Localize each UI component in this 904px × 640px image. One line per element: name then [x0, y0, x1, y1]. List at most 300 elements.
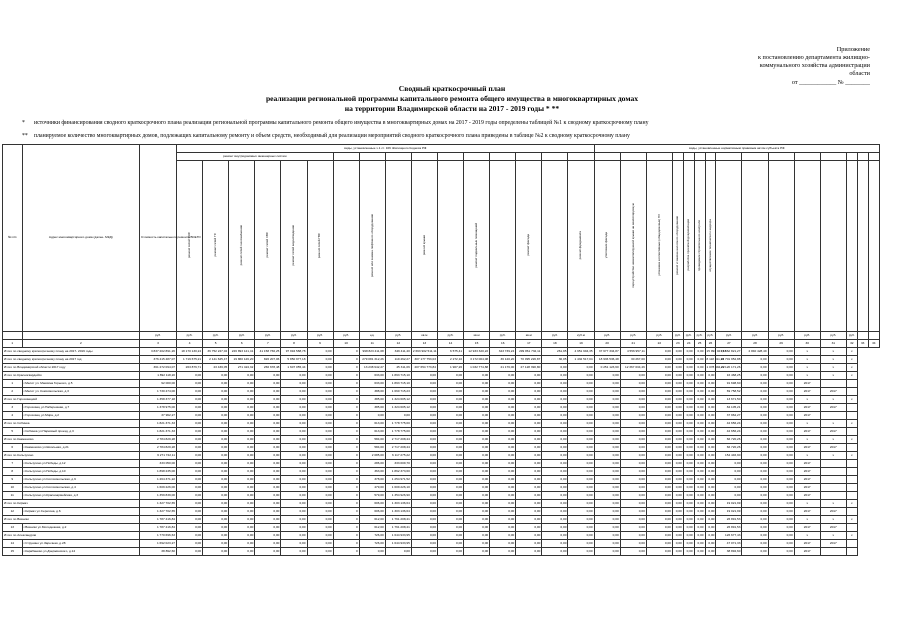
row-label: Итого по Гороховецкий	[3, 396, 140, 404]
row-value: 0,00	[255, 412, 281, 420]
row-value: 0,00	[672, 396, 683, 404]
header-blank	[646, 153, 672, 161]
row-value: 0,00	[646, 404, 672, 412]
row-value: 0,00	[768, 404, 794, 412]
row-value: 0,00	[646, 500, 672, 508]
row-value: 0,00	[568, 516, 594, 524]
row-value: 0,00	[203, 532, 229, 540]
row-value: 0,00	[768, 476, 794, 484]
row-value: х	[846, 420, 857, 428]
row-value: 0,00	[694, 364, 705, 372]
row-value: 0,00	[516, 500, 542, 508]
row-value: 37 962,27	[140, 412, 177, 420]
row-value: 0,00	[281, 420, 307, 428]
row-value: 0,00	[620, 508, 646, 516]
row-value: 0,00	[229, 420, 255, 428]
row-value	[846, 492, 857, 500]
row-value: 0,00	[568, 452, 594, 460]
unit-cell: руб.	[281, 332, 307, 340]
header-blank	[742, 153, 768, 161]
unit-cell	[22, 332, 139, 340]
row-value: 0,00	[516, 404, 542, 412]
row-number: 10	[3, 484, 23, 492]
column-number-cell: 15	[464, 340, 490, 348]
header-blank	[568, 153, 594, 161]
unit-cell	[3, 332, 23, 340]
table-row	[3, 428, 880, 436]
row-value: 26 891,53	[716, 524, 742, 532]
header-vertical-cell	[333, 161, 359, 332]
row-value: 0,00	[307, 500, 333, 508]
row-value: 0,00	[229, 460, 255, 468]
row-value: 0,00	[203, 468, 229, 476]
row-value: 0,00	[229, 380, 255, 388]
row-value: 0,00	[672, 364, 683, 372]
row-value: 0,00	[490, 412, 516, 420]
column-number-cell: 5	[203, 340, 229, 348]
row-value: х	[794, 516, 820, 524]
row-value: 66 720,26	[716, 436, 742, 444]
row-value: 1 359 839,00	[140, 492, 177, 500]
row-value: 0,00	[203, 452, 229, 460]
row-value: 0,00	[464, 540, 490, 548]
row-value: 2 717 208,44	[385, 444, 411, 452]
table-row	[3, 492, 880, 500]
table-row	[3, 460, 880, 468]
row-value: 0,00	[768, 396, 794, 404]
header-vertical-cell	[229, 161, 255, 332]
row-value: 0,00	[281, 460, 307, 468]
row-value: 0,00	[281, 492, 307, 500]
row-value: 18 170 130,24	[177, 348, 203, 356]
row-value: х	[794, 396, 820, 404]
row-value	[846, 388, 857, 396]
row-value: 1 327 702,65	[140, 500, 177, 508]
row-value: 1 862 373,60	[385, 468, 411, 476]
row-value: х	[820, 372, 846, 380]
row-value: 0,00	[490, 532, 516, 540]
row-address: г.Струнино ул.Заречная, д.28	[22, 540, 139, 548]
row-value: 0,00	[203, 396, 229, 404]
row-value: 0,00	[229, 500, 255, 508]
row-value: 261,95	[542, 348, 568, 356]
row-value: 0,00	[594, 428, 620, 436]
row-value: 0,00	[437, 428, 463, 436]
row-value: 0,00	[683, 404, 694, 412]
row-value: х	[820, 356, 846, 364]
row-value: 0,00	[464, 396, 490, 404]
row-value: 0,00	[281, 500, 307, 508]
row-value: 92 000,00	[140, 380, 177, 388]
row-value: 1 893 715,10	[385, 372, 411, 380]
row-value: 376 415 487,07	[140, 356, 177, 364]
row-value: 826 207,06	[255, 356, 281, 364]
row-value	[820, 460, 846, 468]
row-value: 0,00	[672, 388, 683, 396]
header-vertical-label: ремонт сетей ТС	[212, 233, 217, 257]
row-value: 42 656,24	[716, 428, 742, 436]
row-value: 0,00	[742, 436, 768, 444]
appendix-line: Приложение	[836, 46, 870, 53]
row-value: 0,00	[411, 412, 437, 420]
row-value: 1 787 416,84	[140, 516, 177, 524]
row-value: 0,00	[542, 364, 568, 372]
row-value: 0,00	[646, 508, 672, 516]
row-value: 606,00	[359, 508, 385, 516]
row-value: 0,00	[437, 404, 463, 412]
unit-cell: руб.	[794, 332, 820, 340]
unit-cell: кв.м	[464, 332, 490, 340]
row-value: 36,05	[542, 356, 568, 364]
row-value: 0,00	[768, 500, 794, 508]
row-value: 0,00	[594, 412, 620, 420]
row-value: 0,00	[683, 388, 694, 396]
row-value: 126 677,43	[716, 532, 742, 540]
row-value: 0,00	[768, 420, 794, 428]
row-value: 385,00	[359, 404, 385, 412]
row-value: 0,00	[437, 476, 463, 484]
row-value: 0,00	[683, 524, 694, 532]
row-value: 0	[333, 428, 359, 436]
row-value: 0,00	[203, 380, 229, 388]
column-number-cell: 3	[140, 340, 177, 348]
column-number-cell: 13	[411, 340, 437, 348]
header-vertical-cell	[672, 161, 683, 332]
header-vertical-cell	[437, 161, 463, 332]
row-value: 0,00	[281, 388, 307, 396]
row-label: Итого по Вязники	[3, 516, 140, 524]
row-value: 0,00	[542, 396, 568, 404]
row-value: 0,00	[490, 540, 516, 548]
row-value: 0,00	[203, 492, 229, 500]
row-value: 0,00	[683, 420, 694, 428]
row-value: 0,00	[683, 396, 694, 404]
row-value: 0,00	[620, 500, 646, 508]
row-value: 0,00	[568, 388, 594, 396]
header-address: Адрес многоквартирного дома (далее- МКД)	[22, 145, 139, 332]
table-row	[3, 548, 880, 556]
row-value: 0,00	[464, 492, 490, 500]
row-value: 363,00	[359, 468, 385, 476]
row-value: 0,00	[437, 396, 463, 404]
row-value: 0,00	[464, 452, 490, 460]
row-value: 0,00	[768, 364, 794, 372]
row-value: 726,00	[359, 540, 385, 548]
row-value: 0,00	[307, 548, 333, 556]
row-value: 0,00	[307, 348, 333, 356]
row-value: 0,00	[672, 492, 683, 500]
row-value: 0,00	[620, 372, 646, 380]
row-value: 0,00	[437, 524, 463, 532]
unit-cell: руб.	[385, 332, 411, 340]
row-value: х	[846, 364, 857, 372]
row-value: 6 271 722,11	[140, 452, 177, 460]
row-value: 84 105,21	[716, 404, 742, 412]
row-value: 0,00	[255, 524, 281, 532]
row-value: 0,00	[768, 356, 794, 364]
row-value: 0,00	[620, 524, 646, 532]
row-value: 0,00	[594, 372, 620, 380]
row-value: 2017	[794, 492, 820, 500]
row-value: 388,00	[359, 388, 385, 396]
row-value: 0,00	[307, 460, 333, 468]
row-value: 613,00	[359, 428, 385, 436]
row-value: 0,00	[672, 444, 683, 452]
row-value: 1 892 118,20	[140, 372, 177, 380]
row-value: 36 120,20	[490, 356, 516, 364]
row-value: 998 823 411,08	[359, 348, 385, 356]
document-title: Сводный краткосрочный план	[398, 84, 506, 93]
row-value: х	[846, 500, 857, 508]
column-number-cell: 12	[385, 340, 411, 348]
header-blank	[359, 153, 385, 161]
table-group-row	[3, 348, 880, 356]
row-value: 0,00	[359, 548, 385, 556]
row-value: 0,00	[594, 548, 620, 556]
row-value: 1 898 235,00	[140, 468, 177, 476]
header-blank	[516, 153, 542, 161]
row-value: 1 692 023,27	[140, 540, 177, 548]
row-value: 0,00	[437, 372, 463, 380]
row-value: 0,00	[437, 420, 463, 428]
row-value: 0,00	[281, 428, 307, 436]
row-value: 0	[333, 468, 359, 476]
row-value: 2017	[820, 524, 846, 532]
row-value: 2017	[794, 540, 820, 548]
row-value: 0,00	[594, 396, 620, 404]
row-value: 0	[333, 476, 359, 484]
row-value: 23 436,05	[203, 364, 229, 372]
row-value: 0,00	[437, 516, 463, 524]
row-value: 0,00	[411, 468, 437, 476]
row-value: х	[820, 436, 846, 444]
row-value: 0,00	[542, 468, 568, 476]
row-value: 0,00	[694, 516, 705, 524]
row-number: 15	[3, 548, 23, 556]
row-number: 11	[3, 492, 23, 500]
row-value: 0,00	[768, 348, 794, 356]
header-vertical-label: переустройство невентилируемой крыши на вентилируемую	[630, 202, 635, 288]
row-value: 0,00	[464, 388, 490, 396]
row-value: 0,00	[255, 476, 281, 484]
units-row	[3, 332, 880, 340]
row-value: 0,00	[705, 444, 716, 452]
row-value: 378,00	[359, 476, 385, 484]
header-vertical-label: проведение строительного контроля	[696, 219, 701, 271]
row-value: 0,00	[672, 436, 683, 444]
unit-cell: руб.	[742, 332, 768, 340]
row-value: 0,00	[694, 404, 705, 412]
row-value: 1 609 226,10	[385, 484, 411, 492]
row-value: 0,00	[307, 396, 333, 404]
row-value: 0,00	[620, 428, 646, 436]
row-address: г.Мелит ул. Максима Горького, д.5	[22, 380, 139, 388]
row-value: 0,00	[542, 484, 568, 492]
row-value: 2 784 829,28	[140, 444, 177, 452]
row-value: 0,00	[464, 372, 490, 380]
footnote-planned	[22, 133, 882, 140]
footnote-mark: *	[22, 120, 25, 126]
row-value: 0,00	[177, 476, 203, 484]
row-value: 0,00	[672, 540, 683, 548]
unit-cell: руб.	[333, 332, 359, 340]
header-blank	[820, 153, 846, 161]
row-value: 0,00	[694, 484, 705, 492]
row-value: 0,00	[281, 516, 307, 524]
row-value: 0,00	[742, 364, 768, 372]
row-value: 0,00	[437, 492, 463, 500]
table-row	[3, 444, 880, 452]
row-value: 271 424,32	[229, 364, 255, 372]
row-value: 0,00	[307, 516, 333, 524]
column-number-cell: 8	[281, 340, 307, 348]
row-address: г.Карабаново ул.Дзержинского, д.14	[22, 548, 139, 556]
row-value: 1 078 994,22	[705, 364, 716, 372]
header-row	[3, 145, 880, 153]
row-value: 333 009,70	[385, 460, 411, 468]
row-value: 0,00	[229, 516, 255, 524]
row-value: 0,00	[568, 412, 594, 420]
row-value: 0	[333, 524, 359, 532]
row-value: 0,00	[281, 436, 307, 444]
row-value: 0,00	[516, 444, 542, 452]
row-address: г.Мелит ул. Комсомольская, д.3	[22, 388, 139, 396]
unit-cell: руб.	[768, 332, 794, 340]
row-value: 0,00	[307, 444, 333, 452]
header-vertical-cell	[594, 161, 620, 332]
unit-cell: кв.м	[411, 332, 437, 340]
row-value: 0,00	[768, 532, 794, 540]
row-value: 0,00	[742, 532, 768, 540]
row-value: 0,00	[203, 412, 229, 420]
row-value: 2017	[794, 476, 820, 484]
row-number: 2	[3, 388, 23, 396]
unit-cell: руб.	[177, 332, 203, 340]
row-value: 0,00	[672, 348, 683, 356]
row-value: 0,00	[646, 388, 672, 396]
row-value: 0,00	[490, 516, 516, 524]
row-value: 0,00	[705, 388, 716, 396]
footnote-text: планируемое количество многоквартирных домов, подлежащих капитальному ремонту и объем средств, необходимый для реализации мероприятий сводного краткосрочного плана приведены в таблице №2 к сводному краткосрочному плану	[34, 133, 630, 139]
row-label: Итого по Камешково	[3, 436, 140, 444]
row-value: 1 264 371,22	[140, 476, 177, 484]
row-value: 36 752 227,02	[203, 348, 229, 356]
row-value: 0,00	[229, 436, 255, 444]
row-value: 0,00	[177, 436, 203, 444]
row-value: 0,00	[281, 484, 307, 492]
row-value: 0,00	[411, 500, 437, 508]
header-vertical-label: разработка проектной документации	[686, 219, 690, 271]
footnote-text: источники финансирования сводного краткосрочного плана реализации региональной программы капитального ремонта общего имущества в многоквартирных домах на 2017 - 2019 годы определены таблицей №1 к сводному краткосрочному плану	[34, 120, 649, 126]
row-value: 0,00	[411, 484, 437, 492]
row-value: 0,00	[516, 468, 542, 476]
row-address: г.Собинка ул.Парковый проезд, д.3	[22, 428, 139, 436]
row-address: г.Киржач ул.Серегина, д.6	[22, 508, 139, 516]
row-value: 0,00	[694, 380, 705, 388]
row-value: 0,00	[672, 476, 683, 484]
row-value: 0,00	[516, 492, 542, 500]
row-value: х	[794, 372, 820, 380]
unit-cell: руб.	[716, 332, 742, 340]
row-value: 0,00	[694, 460, 705, 468]
row-value: 0	[333, 516, 359, 524]
row-value: 0,00	[177, 540, 203, 548]
unit-cell: руб.	[620, 332, 646, 340]
row-label: Итого по сводному краткосрочному плану на 2017 год	[3, 356, 140, 364]
row-value: 6 575,41	[437, 348, 463, 356]
header-cost: Стоимость капитального ремонта ВСЕГО	[140, 145, 177, 332]
row-value: 2017	[820, 508, 846, 516]
row-value: 0,00	[411, 548, 437, 556]
row-value: 0,00	[705, 396, 716, 404]
row-value: 0,00	[672, 468, 683, 476]
row-address: г.Кольчугино ул.Comсомольская, д.4	[22, 484, 139, 492]
column-number-cell: 2	[22, 340, 139, 348]
row-value	[846, 540, 857, 548]
row-value: 0,00	[411, 460, 437, 468]
row-value: 0,00	[620, 420, 646, 428]
row-value: 0,00	[307, 428, 333, 436]
header-vertical-cell	[490, 161, 516, 332]
row-value: 0,00	[516, 484, 542, 492]
table-group-row	[3, 500, 880, 508]
row-value: 0,00	[307, 468, 333, 476]
header-vertical-label: ремонт крыши	[421, 235, 426, 256]
header-blank	[464, 153, 490, 161]
row-value: 286,00	[359, 460, 385, 468]
row-value: 38 892,60	[716, 548, 742, 556]
row-value: 0,00	[768, 468, 794, 476]
row-value: 0,00	[255, 484, 281, 492]
header-blank	[705, 153, 716, 161]
row-value: 1 893 715,10	[385, 380, 411, 388]
row-value: 0,00	[620, 436, 646, 444]
row-value: х	[846, 396, 857, 404]
table-row	[3, 380, 880, 388]
row-value: 0,00	[542, 460, 568, 468]
row-value: 0,00	[620, 468, 646, 476]
row-value: 0,00	[646, 524, 672, 532]
row-value: 0,00	[177, 404, 203, 412]
row-value: 0,00	[683, 540, 694, 548]
column-number-cell: 17	[516, 340, 542, 348]
unit-cell: руб.	[203, 332, 229, 340]
row-value: 0,00	[464, 500, 490, 508]
row-value: 613,00	[359, 420, 385, 428]
row-value: х	[846, 372, 857, 380]
header-vertical-label: ремонт и замена насосного оборудования	[675, 215, 680, 275]
row-value: 0,00	[768, 516, 794, 524]
row-value: 1 358 377,18	[140, 396, 177, 404]
document-subtitle-region: на территории Владимирской области на 2017 - 2019 годы * **	[344, 104, 560, 113]
row-value: 0,00	[620, 548, 646, 556]
row-value: 0,00	[594, 500, 620, 508]
row-value: 0,00	[203, 428, 229, 436]
row-value: 0,00	[281, 404, 307, 412]
row-value: 0,00	[255, 444, 281, 452]
column-number-cell: 14	[437, 340, 463, 348]
row-value: 0,00	[683, 548, 694, 556]
column-number-cell: 34	[868, 340, 879, 348]
table-row	[3, 476, 880, 484]
row-value: х	[794, 356, 820, 364]
row-value: 333 050,00	[140, 460, 177, 468]
row-value: 0,00	[768, 540, 794, 548]
row-value: 0,00	[516, 476, 542, 484]
row-value: 0,00	[594, 420, 620, 428]
row-value: 0,00	[203, 372, 229, 380]
row-value: 0,00	[203, 484, 229, 492]
